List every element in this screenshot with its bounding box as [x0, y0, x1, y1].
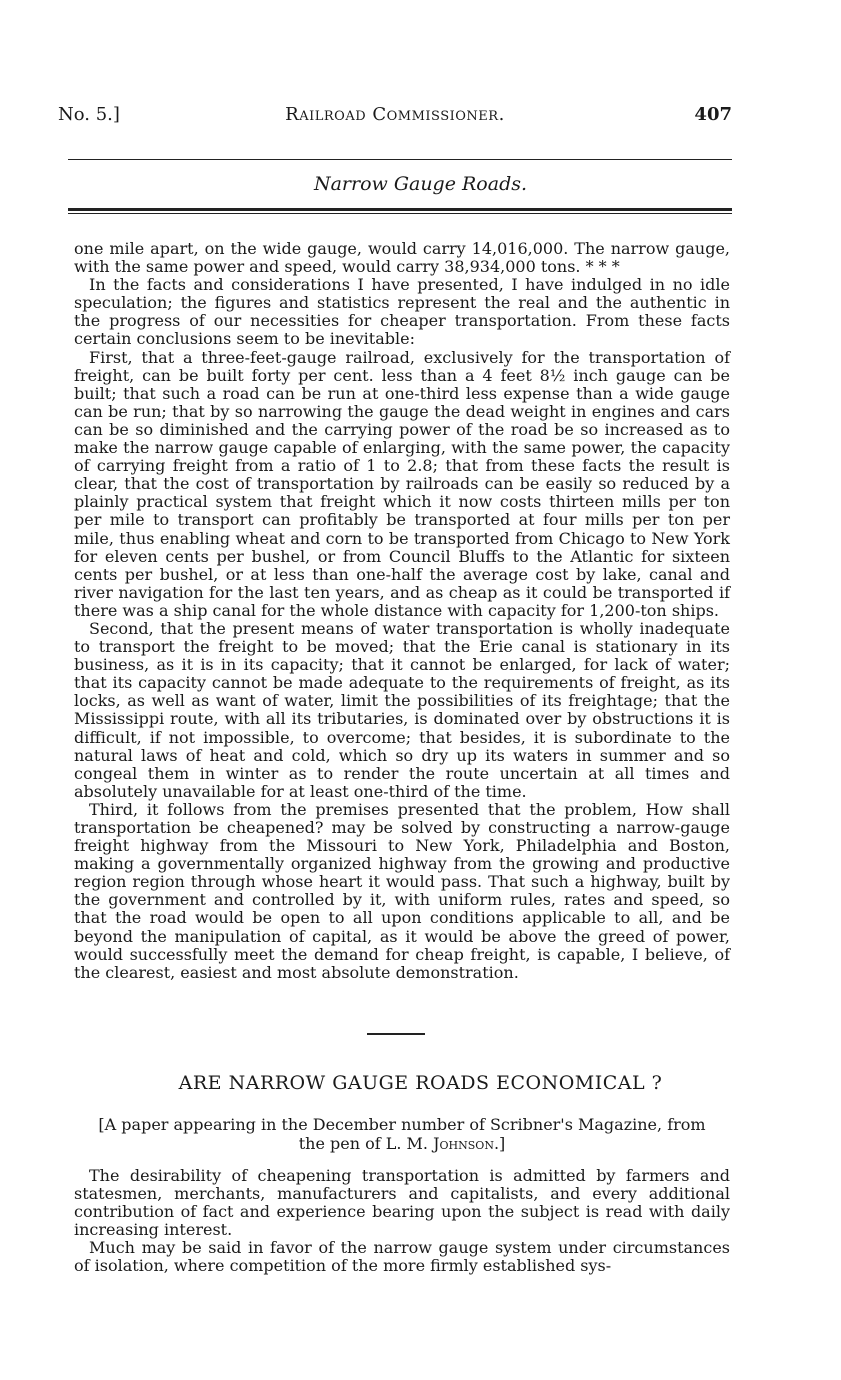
- author-name: Johnson: [433, 1134, 494, 1153]
- section-note: [74, 1115, 730, 1153]
- paragraph: The desirability of cheapening transportation is admitted by farmers and statesmen, merchants, manufacturers and capitalists, and every additional contribution of fact and experience bearing upon the subject is read with daily increasing interest.: [74, 1166, 730, 1240]
- note-line-2: [74, 1134, 730, 1153]
- paragraph: Third, it follows from the premises presented that the problem, How shall transportation be cheapened? may be solved by constructing a narrow-gauge freight highway from the Missouri to New York, Philadelphia and Boston, making a governmentally organized highway from the growing and productive region region through whose heart it would pass. That such a highway, built by the government and controlled by it, with uniform rules, rates and speed, so that the road would be open to all upon conditions applicable to all, and be beyond the manipulation of capital, as it would be above the greed of power, would successfully meet the demand for cheap freight, is capable, I believe, of the clearest, easiest and most absolute demonstration.: [74, 799, 730, 982]
- paragraph: First, that a three-feet-gauge railroad, exclusively for the transportation of freight, can be built forty per cent. less than a 4 feet 8½ inch gauge can be built; that such a road can be run at one-third less expense than a wide gauge can be run; that by so narrowing the gauge the dead weight in engines and cars can be so diminished and the carrying power of the road be so increased as to make the narrow gauge capable of enlarging, with the same power, the capacity of carrying freight from a ratio of 1 to 2.8; that from these facts the result is clear, that the cost of transportation by railroads can be easily so reduced by a plainly practical system that freight which it now costs thirteen mills per ton per mile to transport can profitably be transported at four mills per ton per mile, thus enabling wheat and corn to be transported from Chicago to New York for eleven cents per bushel, or from Council Bluffs to the Atlantic for sixteen cents per bushel, or at less than one-half the average cost by lake, canal and river navigation for the last ten years, and as cheap as it could be transported if there was a ship canal for the whole distance with capacity for 1,200-ton ships.: [74, 347, 730, 620]
- journal-title: Railroad Commissioner.: [285, 104, 505, 125]
- note-line-1: [A paper appearing in the December number of Scribner's Magazine, from: [98, 1115, 706, 1134]
- paragraph: Second, that the present means of water transportation is wholly inadequate to transport the freight to be moved; that the Erie canal is stationary in its business, as it is in its capacity; that it cannot be enlarged, for lack of water; that its capacity cannot be made adequate to the requirements of freight, as its locks, as well as want of water, limit the possibilities of its freightage; that the Mississippi route, with all its tributaries, is dominated over by obstructions it is difficult, if not impossible, to overcome; that besides, it is subordinate to the natural laws of heat and cold, which so dry up its waters in summer and so congeal them in winter as to render the route uncertain at all times and absolutely unavailable for at least one-third of the time.: [74, 618, 730, 801]
- paragraph: In the facts and considerations I have presented, I have indulged in no idle speculation; the figures and statistics represent the real and the authentic in the progress of our necessities for cheaper transportation. From these facts certain conclusions seem to be inevitable:: [74, 275, 730, 349]
- section-title: ARE NARROW GAUGE ROADS ECONOMICAL ?: [178, 1072, 663, 1094]
- title-rule-thin: [68, 213, 732, 214]
- section-separator: [367, 1033, 425, 1035]
- header-rule: [68, 159, 732, 160]
- page-header: [58, 104, 732, 134]
- note-prefix: the pen of L. M.: [298, 1134, 434, 1153]
- page-number: 407: [694, 104, 732, 125]
- title-rule-thick: [68, 208, 732, 211]
- issue-number: No. 5.]: [58, 104, 120, 125]
- section-body: [74, 1167, 730, 1276]
- article-body: [74, 240, 730, 982]
- paragraph: one mile apart, on the wide gauge, would carry 14,016,000. The narrow gauge, with the same power and speed, would carry 38,934,000 tons. * * *: [74, 239, 730, 277]
- paragraph: Much may be said in favor of the narrow gauge system under circumstances of isolation, where competition of the more firmly established sys-: [74, 1238, 730, 1276]
- note-suffix: .]: [493, 1134, 506, 1153]
- running-title: Narrow Gauge Roads.: [313, 173, 528, 195]
